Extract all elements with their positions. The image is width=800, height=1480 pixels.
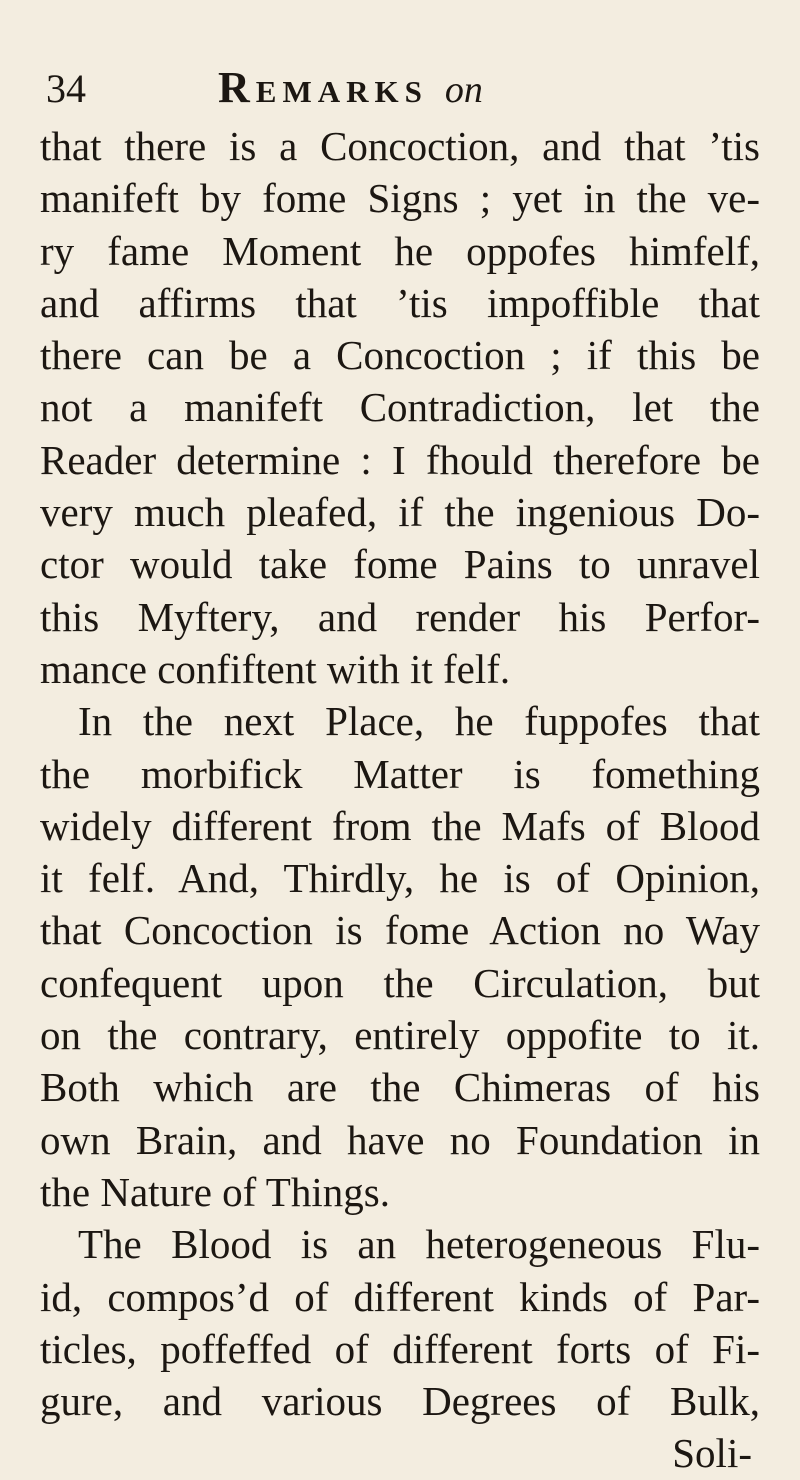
text-line: gure, and various Degrees of Bulk, <box>40 1378 760 1425</box>
text-line: this Myftery, and render his Perfor- <box>40 593 760 640</box>
text-line: mance confiftent with it felf. <box>40 645 511 692</box>
text-line: Reader determine : I fhould therefore be <box>40 436 760 483</box>
body-text <box>40 120 760 1480</box>
text-line: ticles, poffeffed of different forts of Fi- <box>40 1325 760 1372</box>
text-line: In the next Place, he fuppofes that <box>78 698 760 745</box>
running-title <box>218 62 483 113</box>
text-line: ctor would take fome Pains to unravel <box>40 541 760 588</box>
catchword: Soli- <box>672 1430 752 1477</box>
running-title-italic: on <box>444 69 483 111</box>
text-line: ry fame Moment he oppofes himfelf, <box>40 227 760 274</box>
text-line: and affirms that ’tis impoffible that <box>40 279 760 326</box>
text-line: own Brain, and have no Foundation in <box>40 1116 760 1163</box>
text-line: there can be a Concoction ; if this be <box>40 332 760 379</box>
text-line: widely different from the Mafs of Blood <box>40 802 760 849</box>
text-line: Both which are the Chimeras of his <box>40 1064 760 1111</box>
text-line: manifeft by fome Signs ; yet in the ve- <box>40 175 760 222</box>
page-number: 34 <box>46 66 86 111</box>
page-header <box>40 62 760 114</box>
text-line: The Blood is an heterogeneous Flu- <box>78 1221 760 1268</box>
text-line: on the contrary, entirely oppofite to it. <box>40 1012 760 1059</box>
text-line: it felf. And, Thirdly, he is of Opinion, <box>40 855 760 902</box>
text-line: that there is a Concoction, and that ’tis <box>40 123 760 169</box>
text-line: the Nature of Things. <box>40 1168 390 1215</box>
text-line: very much pleafed, if the ingenious Do- <box>40 489 760 536</box>
running-title-main: Remarks <box>218 63 428 112</box>
text-line: id, compos’d of different kinds of Par- <box>40 1273 760 1320</box>
text-line: that Concoction is fome Action no Way <box>40 907 760 954</box>
text-line: confequent upon the Circulation, but <box>40 959 760 1006</box>
text-line: the morbifick Matter is fomething <box>40 750 760 797</box>
text-line: not a manifeft Contradiction, let the <box>40 384 760 431</box>
